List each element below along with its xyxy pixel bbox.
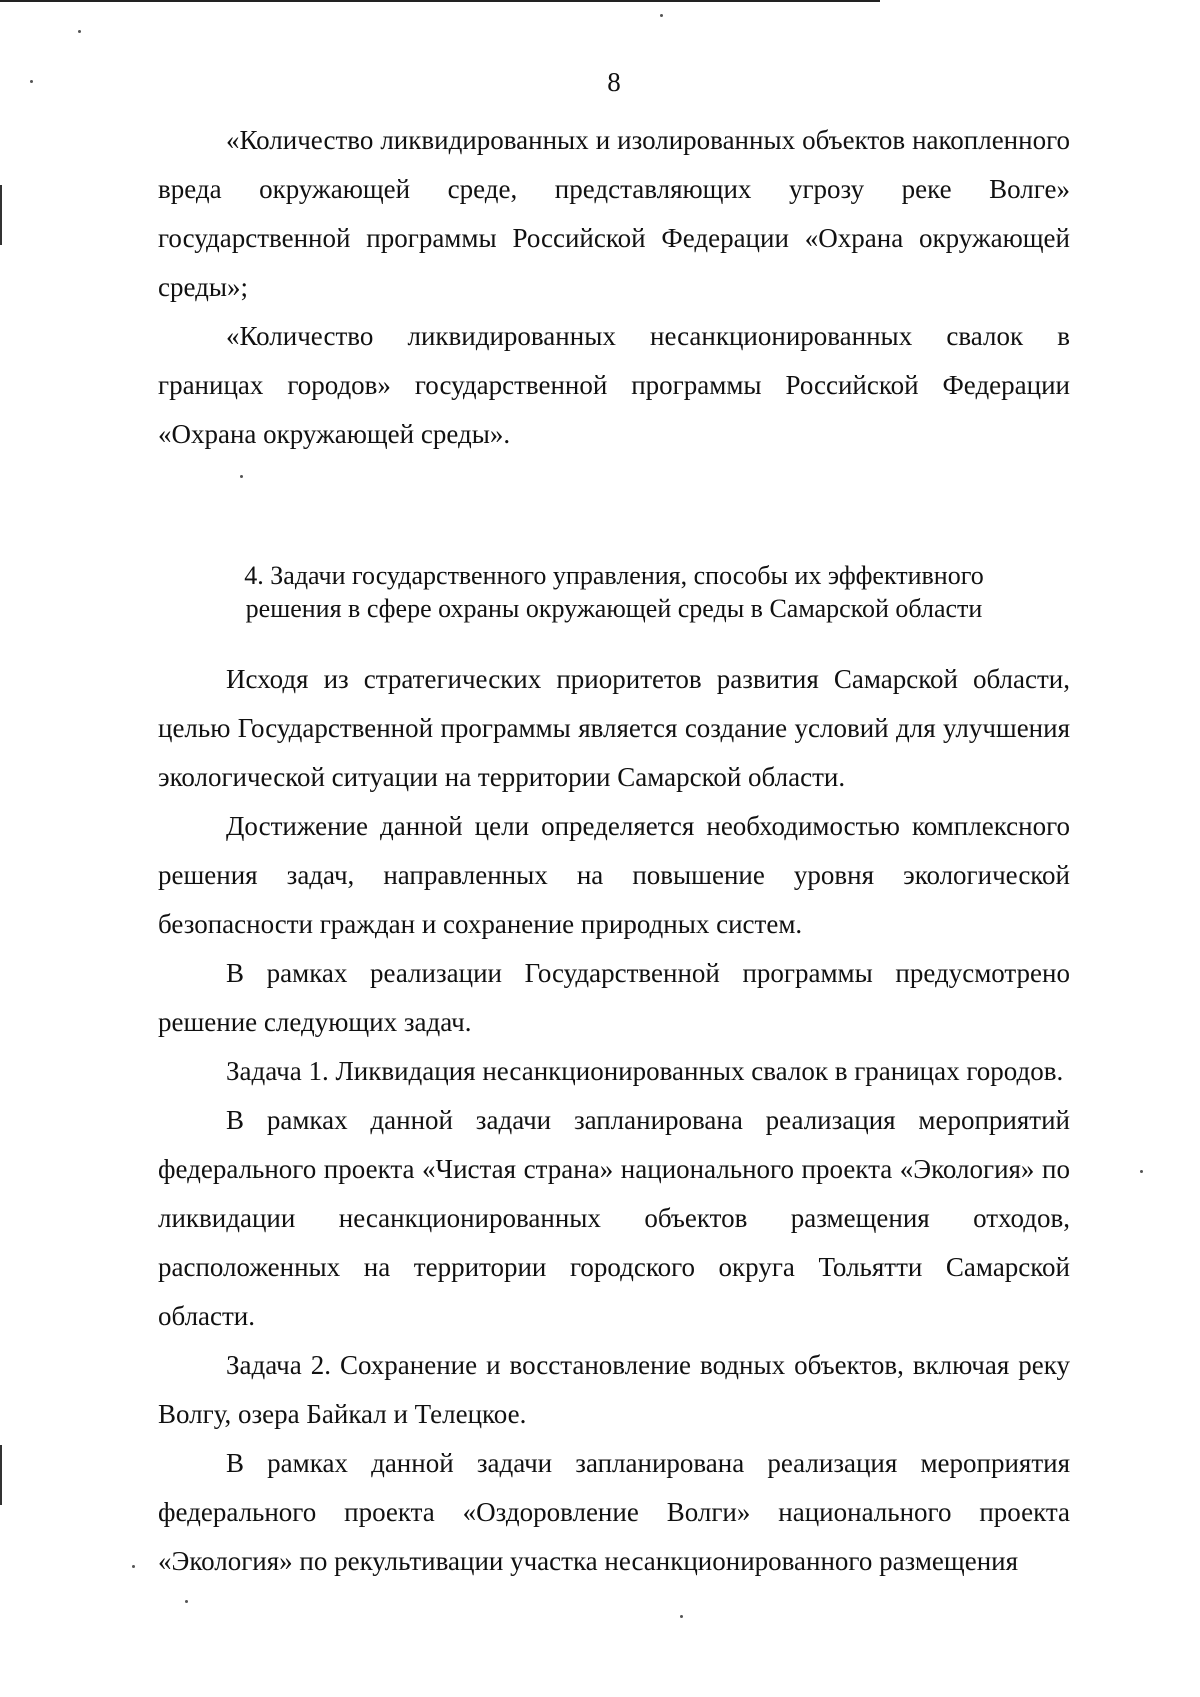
paragraph: «Количество ликвидированных несанкционированных свалок в границах городов» государственной программы Российской Федерации «Охрана окружающей среды». (158, 321, 1070, 449)
scan-speck (78, 30, 81, 33)
scan-speck (185, 1600, 188, 1603)
document-page (158, 58, 1070, 1586)
paragraph: «Количество ликвидированных и изолированных объектов накопленного вреда окружающей среде, представляющих угрозу реке Волге» государственной программы Российской Федерации «Охрана окружающей среды»; (158, 125, 1070, 302)
scan-speck (660, 14, 663, 17)
paragraph: Исходя из стратегических приоритетов развития Самарской области, целью Государственной программы является создание условий для улучшения экологической ситуации на территории Самарской области. (158, 664, 1070, 792)
paragraph: Достижение данной цели определяется необходимостью комплексного решения задач, направленных на повышение уровня экологической безопасности граждан и сохранение природных систем. (158, 811, 1070, 939)
page-number: 8 (607, 67, 621, 97)
task-heading: Задача 1. Ликвидация несанкционированных свалок в границах городов. (226, 1056, 1064, 1086)
scan-margin-mark (0, 185, 2, 245)
paragraph: В рамках данной задачи запланирована реализация мероприятия федерального проекта «Оздоровление Волги» национального проекта «Экология» по рекультивации участка несанкционированного размещения (158, 1448, 1070, 1576)
scan-speck (680, 1615, 683, 1618)
paragraph: В рамках данной задачи запланирована реализация мероприятий федерального проекта «Чистая страна» национального проекта «Экология» по ликвидации несанкционированных объектов размещения отходов, расположенных на территории городского округа Тольятти Самарской области. (158, 1105, 1070, 1331)
scan-speck (1140, 1170, 1143, 1173)
scan-top-border (0, 0, 880, 2)
section-heading: 4. Задачи государственного управления, способы их эффективного решения в сфере охраны окружающей среды в Самарской области (244, 561, 984, 623)
scan-speck (132, 1565, 135, 1568)
scan-margin-mark (0, 1445, 2, 1505)
paragraph: В рамках реализации Государственной программы предусмотрено решение следующих задач. (158, 958, 1070, 1037)
scan-speck (30, 80, 33, 83)
task-heading: Задача 2. Сохранение и восстановление водных объектов, включая реку Волгу, озера Байкал и Телецкое. (158, 1350, 1070, 1429)
